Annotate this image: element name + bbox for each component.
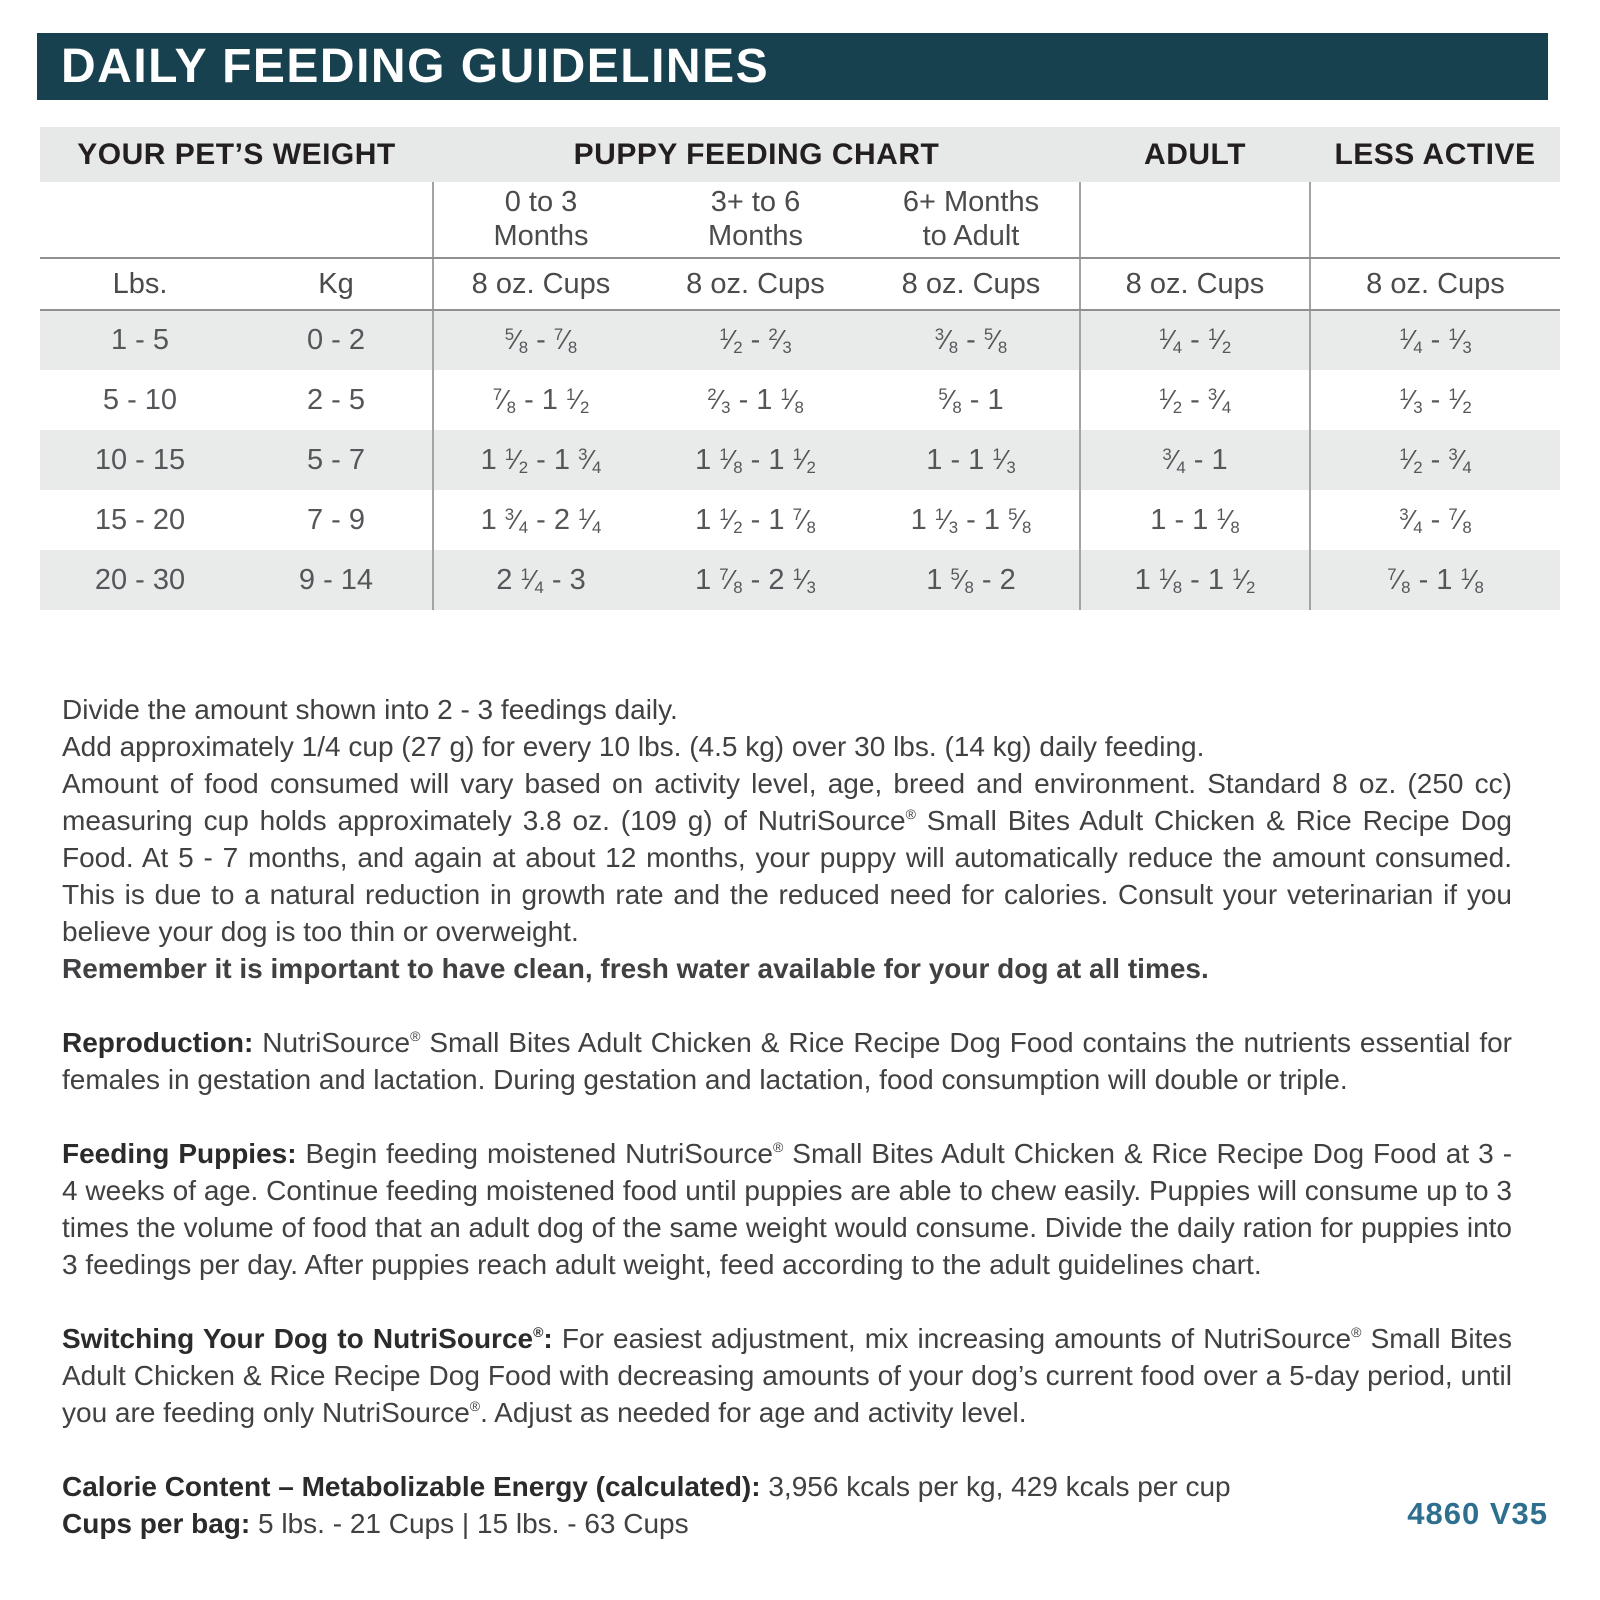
cell-less-active: $^1⁄_4$ - $^1⁄_3$: [1310, 310, 1560, 370]
note-switching: [62, 1320, 1512, 1431]
age-range-3-6-months: [648, 182, 863, 258]
cell-3-6-months: 1 $^1⁄_8 - 1$ $^1⁄_2$: [695, 443, 816, 477]
cell-less-active: $^1⁄_3$ - $^1⁄_2$: [1310, 370, 1560, 430]
cell-6-months-adult: 1 $^1⁄_3 - 1$ $^5⁄_8$: [910, 503, 1032, 537]
cell-lbs: 20 - 30: [94, 563, 186, 596]
note-reproduction: [62, 1024, 1512, 1098]
cell-kg: 9 - 14: [298, 563, 374, 596]
cell-0-3-months: 2 $^1⁄_4 - 3$: [433, 550, 648, 610]
cell-lbs: 15 - 20: [94, 503, 186, 536]
cell-kg: 7 - 9: [306, 503, 366, 536]
note-lead-feeding-puppies: Feeding Puppies:: [62, 1138, 297, 1169]
table-row: [40, 430, 1560, 490]
cell-0-3-months: 1 $^1⁄_2 - 1$ $^3⁄_4$: [433, 430, 648, 490]
age-range-6-months-adult: [863, 182, 1080, 258]
note-lead-cups: Cups per bag:: [62, 1508, 251, 1539]
table-row: [40, 310, 1560, 370]
group-header-less-active: LESS ACTIVE: [1310, 127, 1560, 182]
cell-6-months-adult: 1 - 1 $^1⁄_3$: [926, 443, 1016, 477]
cell-kg: 0 - 2: [306, 324, 366, 356]
feeding-chart-table: [40, 127, 1560, 610]
cell-lbs: 1 - 5: [110, 324, 170, 356]
table-row: [40, 550, 1560, 610]
age-range-0-3-months: [433, 182, 648, 258]
cell-adult: 1 - 1 $^1⁄_8$: [1080, 490, 1310, 550]
note-text-cups: 5 lbs. - 21 Cups | 15 lbs. - 63 Cups: [258, 1508, 689, 1539]
note-divide-feedings: Divide the amount shown into 2 - 3 feedings daily.: [62, 694, 678, 725]
cell-less-active: $^1⁄_2$ - $^3⁄_4$: [1310, 430, 1560, 490]
note-lead-reproduction: Reproduction:: [62, 1027, 254, 1058]
group-header-puppy-chart: PUPPY FEEDING CHART: [433, 127, 1080, 182]
age-range-line: 0 to 3: [504, 186, 578, 219]
cell-adult: 1 $^1⁄_8 - 1$ $^1⁄_2$: [1080, 550, 1310, 610]
group-header-pet-weight: YOUR PET’S WEIGHT: [40, 127, 433, 182]
note-text-switching: For easiest adjustment, mix increasing amounts of NutriSource® Small Bites Adult Chicken & Rice Recipe Dog Food with decreasing amounts of your dog’s current food over a 5-day period, until you are feeding only NutriSource®. Adjust as needed for age and activity level.: [62, 1323, 1513, 1428]
age-range-row: [40, 182, 1560, 258]
unit-lbs: Lbs.: [40, 258, 240, 310]
note-lead-switching: Switching Your Dog to NutriSource®:: [62, 1323, 553, 1354]
note-lead-calorie: Calorie Content – Metabolizable Energy (calculated):: [62, 1471, 761, 1502]
note-calorie-content: [62, 1468, 1512, 1505]
note-add-quarter-cup: Add approximately 1/4 cup (27 g) for every 10 lbs. (4.5 kg) over 30 lbs. (14 kg) daily feeding.: [62, 731, 1205, 762]
unit-cups: 8 oz. Cups: [648, 258, 863, 310]
note-text-calorie: 3,956 kcals per kg, 429 kcals per cup: [768, 1471, 1231, 1502]
table-row: [40, 490, 1560, 550]
cell-0-3-months: 1 $^3⁄_4 - 2$ $^1⁄_4$: [433, 490, 648, 550]
note-feeding-puppies: [62, 1135, 1512, 1283]
note-text-reproduction: NutriSource® Small Bites Adult Chicken & Rice Recipe Dog Food contains the nutrients essential for females in gestation and lactation. During gestation and lactation, food consumption will double or triple.: [62, 1027, 1512, 1095]
cell-3-6-months: 1 $^7⁄_8 - 2$ $^1⁄_3$: [695, 563, 816, 597]
age-range-line: Months: [493, 219, 589, 252]
age-range-line: 6+ Months: [902, 186, 1040, 219]
notes-section: [62, 691, 1512, 1542]
cell-adult: $^3⁄_4 - 1$: [1080, 430, 1310, 490]
age-range-line: Months: [707, 219, 804, 252]
unit-cups: 8 oz. Cups: [863, 258, 1080, 310]
product-code: 4860 V35: [1407, 1496, 1548, 1531]
age-range-line: 3+ to 6: [710, 186, 801, 219]
page-title: DAILY FEEDING GUIDELINES: [61, 39, 770, 93]
group-header-row: [40, 127, 1560, 182]
cell-6-months-adult: $^3⁄_8$ - $^5⁄_8$: [934, 324, 1008, 358]
cell-lbs: 5 - 10: [102, 383, 178, 416]
age-range-line: to Adult: [922, 219, 1020, 252]
cell-lbs: 10 - 15: [94, 443, 186, 476]
cell-3-6-months: 1 $^1⁄_2 - 1$ $^7⁄_8$: [695, 503, 816, 537]
unit-cups: 8 oz. Cups: [1080, 258, 1310, 310]
group-header-adult: ADULT: [1080, 127, 1310, 182]
cell-3-6-months: $^1⁄_2$ - $^2⁄_3$: [719, 324, 792, 358]
age-range-spacer-less-active: [1310, 182, 1560, 258]
cell-6-months-adult: 1 $^5⁄_8 - 2$: [926, 563, 1016, 597]
cell-adult: $^1⁄_4$ - $^1⁄_2$: [1080, 310, 1310, 370]
age-range-spacer-adult: [1080, 182, 1310, 258]
cell-adult: $^1⁄_2$ - $^3⁄_4$: [1080, 370, 1310, 430]
cell-0-3-months: $^7⁄_8 - 1$ $^1⁄_2$: [433, 370, 648, 430]
title-bar: [37, 33, 1548, 100]
unit-cups: 8 oz. Cups: [433, 258, 648, 310]
note-cups-per-bag: [62, 1505, 1512, 1542]
cell-0-3-months: $^5⁄_8$ - $^7⁄_8$: [433, 310, 648, 370]
age-range-spacer: [40, 182, 433, 258]
unit-cups: 8 oz. Cups: [1310, 258, 1560, 310]
units-row: [40, 258, 1560, 310]
cell-less-active: $^3⁄_4$ - $^7⁄_8$: [1310, 490, 1560, 550]
cell-6-months-adult: $^5⁄_8 - 1$: [938, 383, 1004, 417]
note-fresh-water: Remember it is important to have clean, fresh water available for your dog at all times.: [62, 953, 1209, 984]
unit-kg: Kg: [240, 258, 433, 310]
cell-kg: 2 - 5: [306, 383, 366, 416]
cell-less-active: $^7⁄_8 - 1$ $^1⁄_8$: [1310, 550, 1560, 610]
table-row: [40, 370, 1560, 430]
cell-3-6-months: $^2⁄_3 - 1$ $^1⁄_8$: [707, 383, 804, 417]
note-amount-varies: Amount of food consumed will vary based on activity level, age, breed and environment. Standard 8 oz. (250 cc) measuring cup holds approximately 3.8 oz. (109 g) of NutriSource® Small Bites Adult Chicken & Rice Recipe Dog Food. At 5 - 7 months, and again at about 12 months, your puppy will automatically reduce the amount consumed. This is due to a natural reduction in growth rate and the reduced need for calories. Consult your veterinarian if you believe your dog is too thin or overweight.: [62, 768, 1512, 947]
note-text-feeding-puppies: Begin feeding moistened NutriSource® Small Bites Adult Chicken & Rice Recipe Dog Food at 3 - 4 weeks of age. Continue feeding moistened food until puppies are able to chew easily. Puppies will consume up to 3 times the volume of food that an adult dog of the same weight would consume. Divide the daily ration for puppies into 3 feedings per day. After puppies reach adult weight, feed according to the adult guidelines chart.: [62, 1138, 1513, 1280]
cell-kg: 5 - 7: [306, 443, 366, 476]
